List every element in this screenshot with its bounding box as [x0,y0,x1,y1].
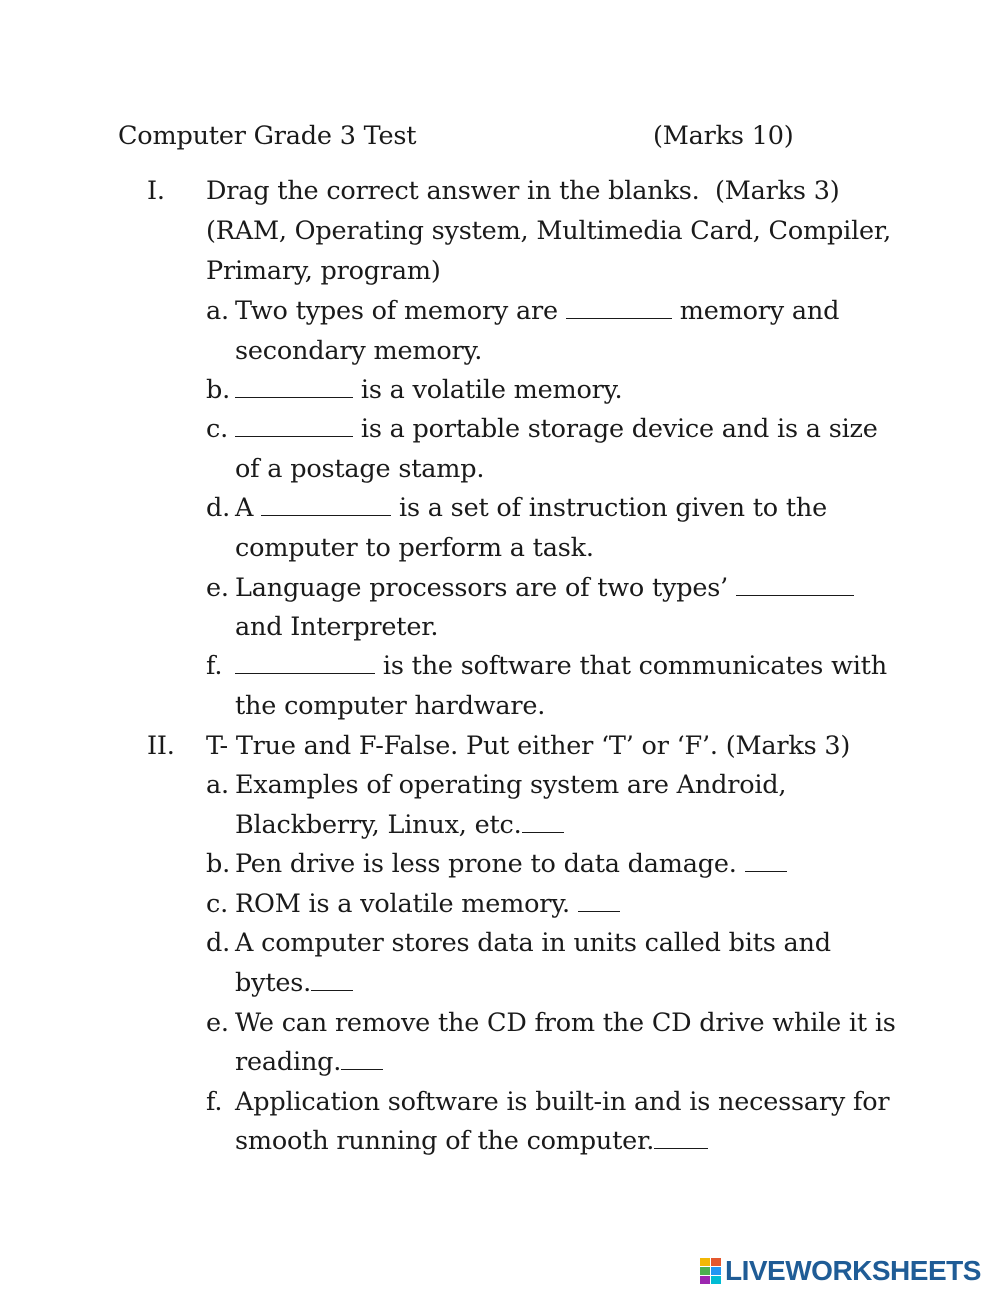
section-1-item-b [235,374,622,406]
section-1-numeral: I. [147,176,165,206]
section-1-item-f [235,650,887,682]
section-1-marks: (Marks 3) [715,176,840,206]
liveworksheets-logo-icon [700,1258,722,1284]
section-1-item-f-cont: the computer hardware. [235,691,546,721]
answer-blank[interactable] [522,810,564,833]
section-1-item-a-cont: secondary memory. [235,336,483,366]
answer-blank[interactable] [235,375,353,398]
section-1-item-c [235,413,878,445]
section-1-item-a [235,295,839,327]
answer-blank[interactable] [341,1047,383,1070]
section-1-item-d [235,492,827,524]
liveworksheets-logo-text: LIVEWORKSHEETS [725,1255,981,1286]
item-text: ROM is a volatile memory. [235,889,570,919]
section-1-item-e [235,572,854,604]
answer-blank[interactable] [654,1126,708,1149]
item-text: Two types of memory are [235,296,558,326]
total-marks: (Marks 10) [653,121,794,151]
item-text: is a set of instruction given to the [399,493,827,523]
section-1-options-line2: Primary, program) [206,256,441,286]
answer-blank[interactable] [261,493,391,516]
section-1-item-c-letter: c. [206,414,228,444]
answer-blank[interactable] [736,573,854,596]
answer-blank[interactable] [235,414,353,437]
liveworksheets-logo[interactable] [700,1256,981,1286]
section-2-item-a-letter: a. [206,770,229,800]
section-2-item-e: We can remove the CD from the CD drive while it is [235,1008,896,1038]
item-text: smooth running of the computer. [235,1126,655,1156]
item-text: is a portable storage device and is a size [360,414,878,444]
section-2-item-c-letter: c. [206,889,228,919]
section-2-instruction: T- True and F-False. Put either ‘T’ or ‘F’. (Marks 3) [206,731,851,761]
section-2-item-e-letter: e. [206,1008,229,1038]
section-1-item-e-cont: and Interpreter. [235,612,439,642]
section-1-item-c-cont: of a postage stamp. [235,454,485,484]
section-2-item-d-letter: d. [206,928,231,958]
section-2-item-b-letter: b. [206,849,231,879]
answer-blank[interactable] [745,849,787,872]
section-2-item-d: A computer stores data in units called bits and [235,928,831,958]
item-text: is the software that communicates with [382,651,887,681]
item-text: Blackberry, Linux, etc. [235,810,522,840]
item-text: is a volatile memory. [360,375,623,405]
section-2-item-b [235,848,787,880]
answer-blank[interactable] [311,968,353,991]
answer-blank[interactable] [578,889,620,912]
section-2-item-c [235,888,620,920]
section-2-item-a: Examples of operating system are Android, [235,770,787,800]
test-title: Computer Grade 3 Test [118,121,417,151]
section-1-item-d-letter: d. [206,493,231,523]
section-1-item-e-letter: e. [206,573,229,603]
section-1-item-b-letter: b. [206,375,231,405]
answer-blank[interactable] [566,296,672,319]
section-1-item-f-letter: f. [206,651,223,681]
section-2-item-e-cont [235,1046,383,1078]
item-text: reading. [235,1047,342,1077]
section-2-item-d-cont [235,967,353,999]
section-2-item-f-letter: f. [206,1087,223,1117]
section-2-item-f-cont [235,1125,708,1157]
item-text: bytes. [235,968,312,998]
section-2-numeral: II. [147,731,175,761]
section-1-options-line1: (RAM, Operating system, Multimedia Card, Compiler, [206,216,892,246]
section-1-item-a-letter: a. [206,296,229,326]
answer-blank[interactable] [235,651,375,674]
item-text: memory and [679,296,840,326]
item-text: Language processors are of two types’ [235,573,729,603]
item-text: Pen drive is less prone to data damage. [235,849,737,879]
item-text: A [235,493,254,523]
section-1-item-d-cont: computer to perform a task. [235,533,594,563]
section-2-item-f: Application software is built-in and is necessary for [235,1087,890,1117]
section-2-item-a-cont [235,809,564,841]
section-1-instruction: Drag the correct answer in the blanks. [206,176,700,206]
